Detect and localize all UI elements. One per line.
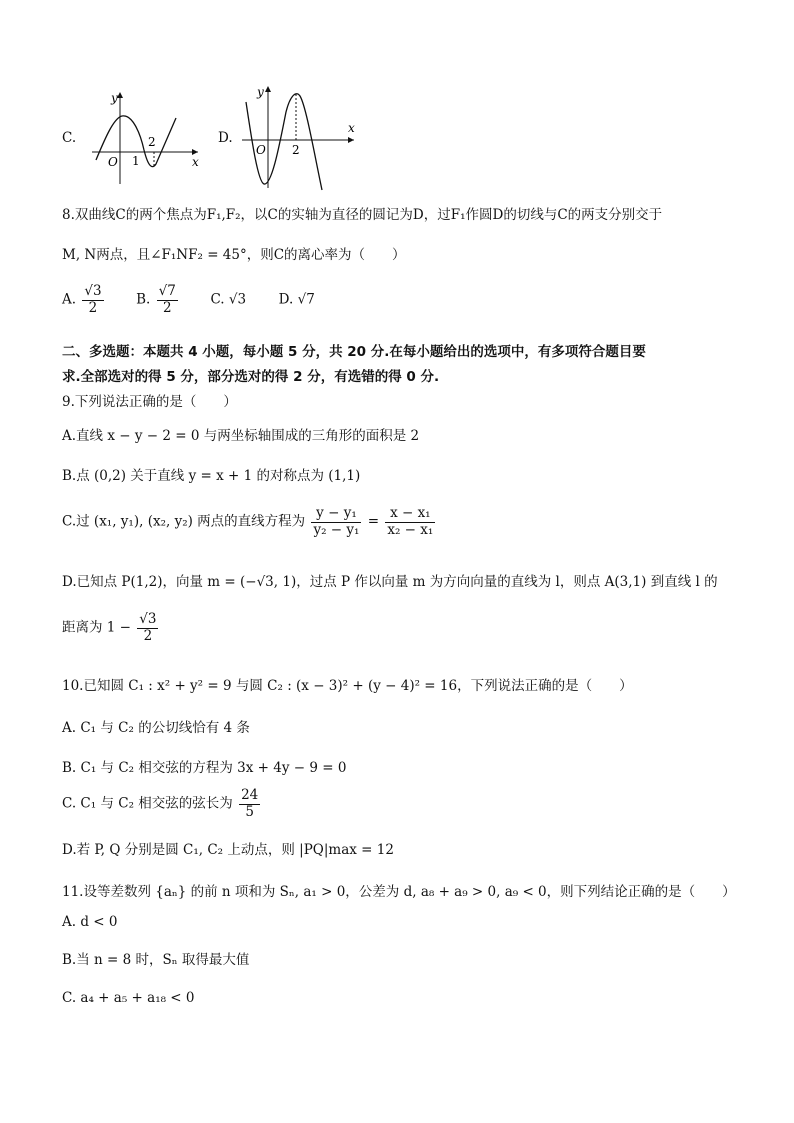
q8-option-a: A. (62, 291, 77, 308)
q9-c-frac-1 (311, 506, 361, 538)
frac-den: 2 (162, 299, 172, 316)
q10-c-frac (239, 788, 260, 820)
q8-line2: M, N两点，且∠F₁NF₂ = 45°，则C的离心率为（ ） (62, 247, 406, 263)
q9-option-a: A.直线 x − y − 2 = 0 与两坐标轴围成的三角形的面积是 2 (62, 428, 420, 444)
frac-den: 2 (88, 299, 98, 316)
y-axis-arrow (117, 92, 123, 98)
q10-option-c-text: C. C₁ 与 C₂ 相交弦的弦长为 (62, 795, 233, 812)
curve-d (246, 94, 322, 190)
q9-c-frac-2 (385, 506, 435, 538)
frac-num: √3 (84, 283, 102, 299)
y-axis-arrow (265, 86, 271, 92)
option-d-label: D. (218, 130, 233, 146)
frac-den: x₂ − x₁ (387, 521, 434, 538)
q11-option-c: C. a₄ + a₅ + a₁₈ < 0 (62, 990, 195, 1006)
frac-num: √7 (158, 283, 176, 299)
q8-option-b-frac (157, 284, 178, 316)
q9-option-b: B.点 (0,2) 关于直线 y = x + 1 的对称点为 (1,1) (62, 468, 361, 484)
q10-option-a: A. C₁ 与 C₂ 的公切线恰有 4 条 (62, 720, 250, 736)
frac-num: √3 (139, 611, 157, 627)
q9-option-d-line2 (62, 612, 160, 644)
frac-num: x − x₁ (385, 506, 435, 523)
frac-den: 2 (143, 627, 153, 644)
q8-line1: 8.双曲线C的两个焦点为F₁,F₂，以C的实轴为直径的圆记为D，过F₁作圆D的切线与C的两支分别交于 (62, 207, 663, 223)
option-c-graph (62, 88, 202, 188)
y-label: y (257, 85, 264, 99)
q11-option-b: B.当 n = 8 时，Sₙ 取得最大值 (62, 952, 250, 968)
frac-num: 24 (241, 787, 259, 803)
q9-option-c-text: C.过 (x₁, y₁), (x₂, y₂) 两点的直线方程为 (62, 513, 306, 530)
y-label: y (111, 91, 118, 105)
graph-c-svg (74, 88, 204, 188)
x-label: x (348, 121, 355, 135)
q9-d-frac (137, 612, 158, 644)
q10-option-b: B. C₁ 与 C₂ 相交弦的方程为 3x + 4y − 9 = 0 (62, 760, 347, 776)
frac-den: 5 (245, 803, 254, 820)
q9-stem: 9.下列说法正确的是（ ） (62, 394, 237, 410)
tick-one: 1 (132, 154, 140, 168)
equals-sign: = (367, 513, 380, 530)
section2-line2: 求.全部选对的得 5 分，部分选对的得 2 分，有选错的得 0 分. (62, 369, 440, 385)
tick-two: 2 (148, 135, 156, 149)
q10-stem: 10.已知圆 C₁ : x² + y² = 9 与圆 C₂ : (x − 3)² + (y − 4)² = 16，下列说法正确的是（ ） (62, 678, 633, 694)
origin-label: O (256, 143, 266, 157)
q8-option-c: C. √3 (210, 291, 247, 308)
q8-option-d: D. √7 (278, 291, 315, 308)
section2-line1: 二、多选题：本题共 4 小题，每小题 5 分，共 20 分.在每小题给出的选项中，有多项符合题目要 (62, 344, 646, 360)
q9-d-text: 距离为 1 − (62, 619, 131, 636)
x-axis-arrow (348, 137, 354, 143)
q8-options (62, 284, 315, 316)
option-c-label: C. (62, 130, 77, 146)
q8-option-b: B. (136, 291, 151, 308)
q10-option-d: D.若 P, Q 分别是圆 C₁, C₂ 上动点，则 |PQ|max = 12 (62, 842, 394, 858)
q11-option-a: A. d < 0 (62, 914, 118, 930)
q9-option-d-line1: D.已知点 P(1,2)，向量 m = (−√3, 1)，过点 P 作以向量 m 为方向向量的直线为 l，则点 A(3,1) 到直线 l 的 (62, 574, 718, 590)
q9-option-c (62, 506, 437, 538)
q10-option-c (62, 788, 262, 820)
x-label: x (192, 155, 199, 169)
tick-two: 2 (292, 143, 300, 157)
q8-option-a-frac (82, 284, 103, 316)
option-d-graph (218, 82, 358, 192)
frac-den: y₂ − y₁ (313, 521, 360, 538)
frac-num: y − y₁ (311, 506, 361, 523)
q11-stem: 11.设等差数列 {aₙ} 的前 n 项和为 Sₙ, a₁ > 0，公差为 d, a₈ + a₉ > 0, a₉ < 0，则下列结论正确的是（ ） (62, 884, 736, 900)
origin-label: O (108, 155, 118, 169)
graph-d-svg (230, 82, 360, 192)
